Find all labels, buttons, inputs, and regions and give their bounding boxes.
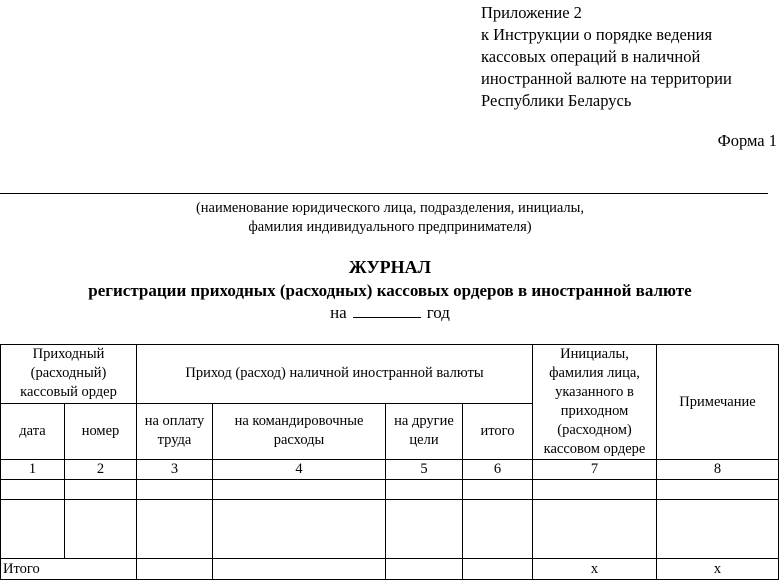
table-cell[interactable] bbox=[657, 480, 779, 500]
table-row bbox=[1, 500, 779, 539]
table-cell[interactable] bbox=[137, 538, 213, 559]
table-cell[interactable] bbox=[386, 559, 463, 580]
total-col8: х bbox=[657, 559, 779, 580]
appendix-block bbox=[481, 2, 732, 112]
header-travel: на командировочные расходы bbox=[213, 403, 386, 460]
column-number: 3 bbox=[137, 460, 213, 480]
organization-caption-line2: фамилия индивидуального предпринимателя) bbox=[248, 219, 532, 235]
table-cell[interactable] bbox=[533, 480, 657, 500]
appendix-line: иностранной валюте на территории bbox=[481, 69, 732, 88]
header-order-group: Приходный (расходный) кассовый ордер bbox=[1, 345, 137, 404]
header-date: дата bbox=[1, 403, 65, 460]
table-cell[interactable] bbox=[65, 500, 137, 539]
table-cell[interactable] bbox=[386, 538, 463, 559]
table-cell[interactable] bbox=[533, 500, 657, 539]
journal-subtitle: регистрации приходных (расходных) кассовых ордеров в иностранной валюте bbox=[88, 281, 692, 300]
table-cell[interactable] bbox=[65, 480, 137, 500]
table-row bbox=[1, 480, 779, 500]
table-cell[interactable] bbox=[463, 538, 533, 559]
journal-table bbox=[0, 344, 779, 580]
table-cell[interactable] bbox=[137, 480, 213, 500]
table-cell[interactable] bbox=[463, 559, 533, 580]
header-other: на другие цели bbox=[386, 403, 463, 460]
column-number: 4 bbox=[213, 460, 386, 480]
year-prefix: на bbox=[330, 303, 347, 322]
appendix-line: кассовых операций в наличной bbox=[481, 47, 701, 66]
table-cell[interactable] bbox=[137, 500, 213, 539]
header-salary: на оплату труда bbox=[137, 403, 213, 460]
table-cell[interactable] bbox=[137, 559, 213, 580]
column-number: 2 bbox=[65, 460, 137, 480]
header-number: номер bbox=[65, 403, 137, 460]
column-number: 8 bbox=[657, 460, 779, 480]
table-cell[interactable] bbox=[213, 480, 386, 500]
journal-title: ЖУРНАЛ bbox=[348, 257, 432, 277]
appendix-line: Республики Беларусь bbox=[481, 91, 632, 110]
table-cell[interactable] bbox=[463, 500, 533, 539]
table-cell[interactable] bbox=[1, 500, 65, 539]
table-cell[interactable] bbox=[213, 559, 386, 580]
table-cell[interactable] bbox=[213, 538, 386, 559]
table-cell[interactable] bbox=[657, 538, 779, 559]
table-cell[interactable] bbox=[386, 500, 463, 539]
table-cell[interactable] bbox=[657, 500, 779, 539]
column-number: 7 bbox=[533, 460, 657, 480]
header-note: Примечание bbox=[657, 345, 779, 460]
form-label: Форма 1 bbox=[717, 131, 777, 150]
total-label: Итого bbox=[1, 559, 137, 580]
header-currency-group: Приход (расход) наличной иностранной валюты bbox=[137, 345, 533, 404]
appendix-line: Приложение 2 bbox=[481, 3, 582, 22]
total-col7: х bbox=[533, 559, 657, 580]
table-cell[interactable] bbox=[65, 538, 137, 559]
header-total: итого bbox=[463, 403, 533, 460]
header-initials: Инициалы, фамилия лица, указанного в приходном (расходном) кассовом ордере bbox=[533, 345, 657, 460]
year-line bbox=[0, 303, 780, 323]
total-row bbox=[1, 559, 779, 580]
table-row bbox=[1, 538, 779, 559]
column-number: 1 bbox=[1, 460, 65, 480]
table-cell[interactable] bbox=[1, 480, 65, 500]
table-cell[interactable] bbox=[463, 480, 533, 500]
table-cell[interactable] bbox=[1, 538, 65, 559]
year-suffix: год bbox=[426, 303, 450, 322]
table-cell[interactable] bbox=[386, 480, 463, 500]
column-number-row bbox=[1, 460, 779, 480]
organization-name-line bbox=[0, 193, 768, 194]
table-cell[interactable] bbox=[213, 500, 386, 539]
year-blank-field[interactable] bbox=[353, 303, 421, 318]
column-number: 5 bbox=[386, 460, 463, 480]
organization-caption-line1: (наименование юридического лица, подразделения, инициалы, bbox=[195, 200, 585, 216]
appendix-line: к Инструкции о порядке ведения bbox=[481, 25, 713, 44]
table-cell[interactable] bbox=[533, 538, 657, 559]
column-number: 6 bbox=[463, 460, 533, 480]
organization-caption bbox=[0, 199, 780, 237]
